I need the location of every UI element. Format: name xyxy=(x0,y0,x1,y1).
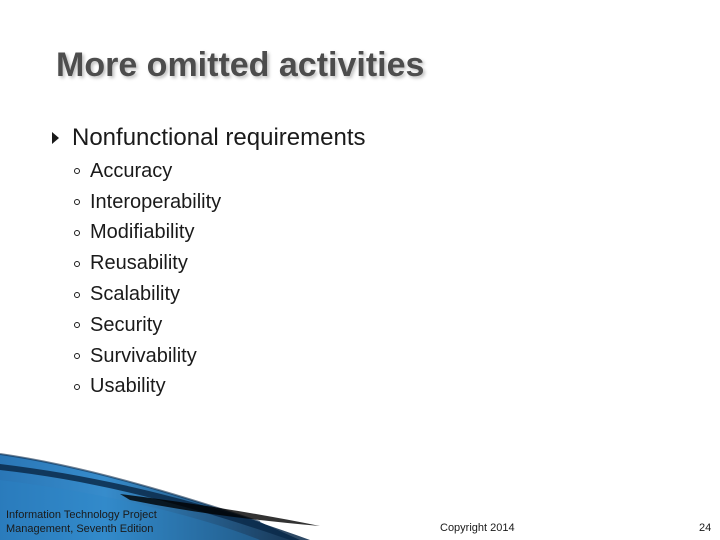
sub-bullet-item xyxy=(74,156,221,187)
sub-bullet-text: Security xyxy=(90,313,163,336)
circle-bullet-icon xyxy=(74,199,80,205)
sub-bullet-item xyxy=(74,218,221,249)
footer-copyright: Copyright 2014 xyxy=(440,522,515,534)
circle-bullet-icon xyxy=(74,353,80,359)
circle-bullet-icon xyxy=(74,261,80,267)
slide-title: More omitted activities xyxy=(56,46,425,84)
sub-bullet-item xyxy=(74,187,221,218)
sub-bullet-list xyxy=(74,156,221,402)
bullet-item xyxy=(52,124,366,152)
footer-book-line: Information Technology Project xyxy=(6,509,157,521)
footer-book-line: Management, Seventh Edition xyxy=(6,523,154,535)
sub-bullet-text: Interoperability xyxy=(90,190,222,213)
sub-bullet-text: Survivability xyxy=(90,344,197,367)
circle-bullet-icon xyxy=(74,384,80,390)
triangle-bullet-icon xyxy=(52,132,59,144)
circle-bullet-icon xyxy=(74,168,80,174)
sub-bullet-item xyxy=(74,248,221,279)
sub-bullet-text: Accuracy xyxy=(90,159,173,182)
sub-bullet-item xyxy=(74,341,221,372)
circle-bullet-icon xyxy=(74,322,80,328)
sub-bullet-text: Scalability xyxy=(90,283,181,306)
page-number: 24 xyxy=(699,522,712,534)
bullet-text: Nonfunctional requirements xyxy=(72,124,366,151)
circle-bullet-icon xyxy=(74,292,80,298)
footer-book-title xyxy=(6,508,157,536)
sub-bullet-item xyxy=(74,372,221,403)
sub-bullet-text: Usability xyxy=(90,375,166,398)
sub-bullet-text: Modifiability xyxy=(90,221,195,244)
circle-bullet-icon xyxy=(74,230,80,236)
sub-bullet-item xyxy=(74,310,221,341)
sub-bullet-item xyxy=(74,279,221,310)
sub-bullet-text: Reusability xyxy=(90,252,188,275)
